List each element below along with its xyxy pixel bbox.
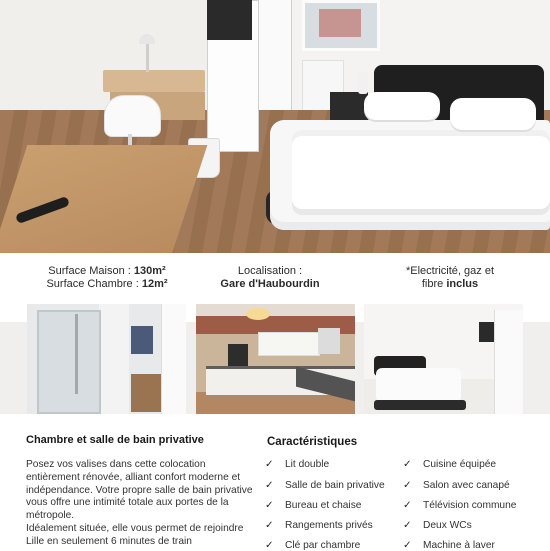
duvet (292, 130, 550, 215)
check-icon: ✓ (403, 459, 412, 470)
desk-chair (104, 95, 161, 137)
desk-lamp-head (139, 34, 155, 44)
kitchen-photo[interactable] (196, 304, 355, 414)
foreground-table (0, 145, 207, 253)
feature-item: ✓ Clé par chambre (265, 540, 361, 551)
check-icon: ✓ (403, 540, 412, 551)
charges-text: *Electricité, gaz et (405, 265, 495, 277)
check-icon: ✓ (265, 459, 274, 470)
check-icon: ✓ (265, 520, 274, 531)
check-icon: ✓ (265, 500, 274, 511)
description (26, 459, 256, 549)
check-icon: ✓ (403, 500, 412, 511)
feature-item: ✓ Machine à laver (403, 540, 495, 551)
feature-item: ✓ Cuisine équipée (403, 459, 497, 470)
check-icon: ✓ (403, 520, 412, 531)
charges-info (370, 265, 530, 291)
localisation-label: Localisation : (237, 265, 303, 277)
feature-item: ✓ Salle de bain privative (265, 480, 385, 491)
feature-item: ✓ Télévision commune (403, 500, 517, 511)
pillow (364, 92, 440, 120)
feature-item: ✓ Deux WCs (403, 520, 472, 531)
check-icon: ✓ (265, 480, 274, 491)
desk-lamp (146, 40, 149, 72)
feature-item: ✓ Salon avec canapé (403, 480, 510, 491)
feature-item: ✓ Lit double (265, 459, 330, 470)
check-icon: ✓ (265, 540, 274, 551)
bedroom-photo[interactable] (364, 304, 523, 414)
bedside-lamp (358, 72, 368, 94)
pillow (450, 98, 536, 130)
hero-bedroom-photo (0, 0, 550, 253)
feature-item: ✓ Rangements privés (265, 520, 373, 531)
charges-text2: fibre (421, 278, 444, 290)
check-icon: ✓ (403, 480, 412, 491)
feature-item: ✓ Bureau et chaise (265, 500, 362, 511)
surface-chambre-label: Surface Chambre : (46, 278, 139, 290)
door (258, 0, 292, 115)
desk (103, 70, 205, 92)
wardrobe-shadow (207, 0, 252, 40)
surface-chambre-value: 12m² (141, 278, 168, 290)
section-title-chambre: Chambre et salle de bain privative (26, 434, 204, 446)
description-paragraph: Posez vos valises dans cette colocation entièrement rénovée, alliant confort moderne et indépendance. Votre propre salle de bain privative vous offre une intimité totale aux portes de la métropole. (26, 459, 253, 522)
localisation-value: Gare d'Haubourdin (220, 278, 320, 290)
charges-strong: inclus (446, 278, 479, 290)
surface-info (22, 265, 192, 291)
surface-maison-value: 130m² (133, 265, 166, 277)
bathroom-photo[interactable] (27, 304, 186, 414)
section-title-caracteristiques: Caractéristiques (267, 436, 358, 448)
localisation-info (190, 265, 350, 291)
window (302, 0, 380, 51)
description-paragraph: Idéalement située, elle vous permet de rejoindre Lille en seulement 6 minutes de train (26, 522, 244, 547)
surface-maison-label: Surface Maison : (48, 265, 131, 277)
